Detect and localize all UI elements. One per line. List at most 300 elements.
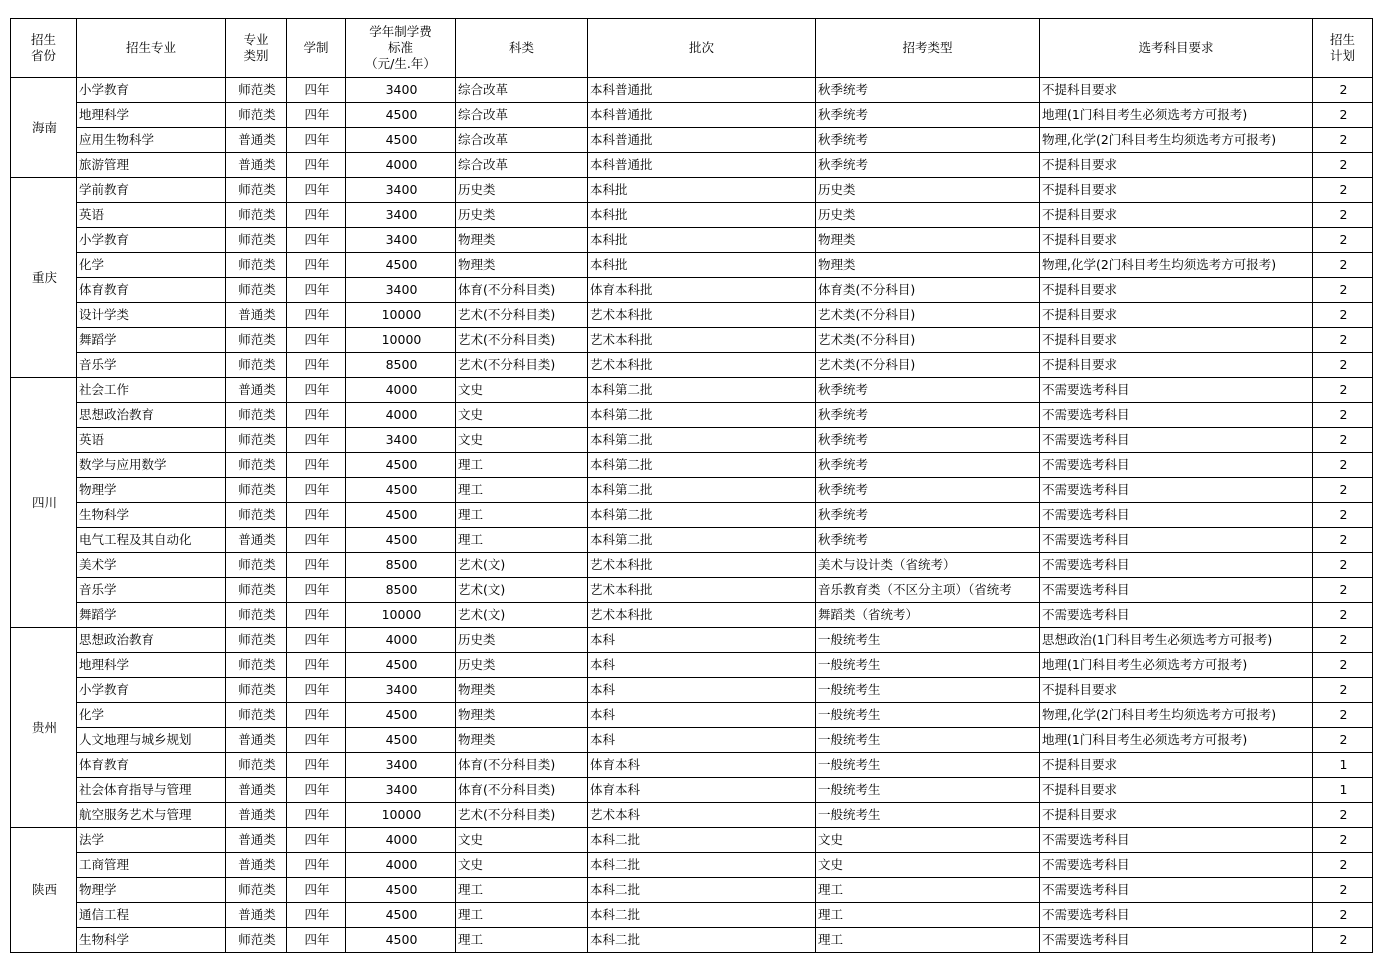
major-cell: 旅游管理 xyxy=(77,153,226,178)
exam-type-cell: 音乐教育类（不区分主项）（省统考 xyxy=(816,578,1040,603)
duration-cell: 四年 xyxy=(287,928,346,953)
major-cell: 英语 xyxy=(77,203,226,228)
header-fee: 学年制学费 标准 （元/生.年） xyxy=(346,19,456,78)
requirement-cell: 不需要选考科目 xyxy=(1040,903,1313,928)
subject-cell: 物理类 xyxy=(456,703,588,728)
fee-cell: 3400 xyxy=(346,178,456,203)
batch-cell: 艺术本科批 xyxy=(588,603,816,628)
plan-cell: 2 xyxy=(1313,903,1373,928)
category-cell: 师范类 xyxy=(226,328,287,353)
requirement-cell: 不需要选考科目 xyxy=(1040,403,1313,428)
plan-cell: 2 xyxy=(1313,353,1373,378)
fee-cell: 4500 xyxy=(346,478,456,503)
category-cell: 普通类 xyxy=(226,778,287,803)
batch-cell: 本科第二批 xyxy=(588,478,816,503)
category-cell: 师范类 xyxy=(226,78,287,103)
major-cell: 航空服务艺术与管理 xyxy=(77,803,226,828)
major-cell: 通信工程 xyxy=(77,903,226,928)
table-row xyxy=(11,453,1373,478)
plan-cell: 2 xyxy=(1313,878,1373,903)
subject-cell: 理工 xyxy=(456,528,588,553)
category-cell: 师范类 xyxy=(226,453,287,478)
batch-cell: 本科第二批 xyxy=(588,403,816,428)
fee-cell: 4500 xyxy=(346,928,456,953)
duration-cell: 四年 xyxy=(287,478,346,503)
subject-cell: 理工 xyxy=(456,453,588,478)
major-cell: 小学教育 xyxy=(77,678,226,703)
exam-type-cell: 一般统考生 xyxy=(816,653,1040,678)
batch-cell: 本科二批 xyxy=(588,878,816,903)
plan-cell: 2 xyxy=(1313,578,1373,603)
batch-cell: 本科第二批 xyxy=(588,428,816,453)
requirement-cell: 不需要选考科目 xyxy=(1040,478,1313,503)
major-cell: 物理学 xyxy=(77,878,226,903)
table-row xyxy=(11,128,1373,153)
table-row xyxy=(11,478,1373,503)
fee-cell: 4000 xyxy=(346,828,456,853)
requirement-cell: 不提科目要求 xyxy=(1040,803,1313,828)
batch-cell: 艺术本科批 xyxy=(588,578,816,603)
requirement-cell: 不需要选考科目 xyxy=(1040,603,1313,628)
table-row xyxy=(11,653,1373,678)
exam-type-cell: 一般统考生 xyxy=(816,778,1040,803)
duration-cell: 四年 xyxy=(287,503,346,528)
category-cell: 普通类 xyxy=(226,803,287,828)
subject-cell: 艺术(不分科目类) xyxy=(456,303,588,328)
exam-type-cell: 秋季统考 xyxy=(816,378,1040,403)
subject-cell: 物理类 xyxy=(456,678,588,703)
major-cell: 应用生物科学 xyxy=(77,128,226,153)
duration-cell: 四年 xyxy=(287,178,346,203)
batch-cell: 艺术本科批 xyxy=(588,303,816,328)
requirement-cell: 不需要选考科目 xyxy=(1040,553,1313,578)
subject-cell: 历史类 xyxy=(456,653,588,678)
exam-type-cell: 秋季统考 xyxy=(816,128,1040,153)
batch-cell: 本科二批 xyxy=(588,928,816,953)
plan-cell: 2 xyxy=(1313,528,1373,553)
plan-cell: 2 xyxy=(1313,303,1373,328)
exam-type-cell: 秋季统考 xyxy=(816,478,1040,503)
requirement-cell: 不需要选考科目 xyxy=(1040,528,1313,553)
fee-cell: 3400 xyxy=(346,228,456,253)
category-cell: 普通类 xyxy=(226,828,287,853)
requirement-cell: 不需要选考科目 xyxy=(1040,503,1313,528)
major-cell: 音乐学 xyxy=(77,578,226,603)
plan-cell: 2 xyxy=(1313,403,1373,428)
fee-cell: 4500 xyxy=(346,103,456,128)
duration-cell: 四年 xyxy=(287,728,346,753)
requirement-cell: 不需要选考科目 xyxy=(1040,928,1313,953)
requirement-cell: 不提科目要求 xyxy=(1040,228,1313,253)
major-cell: 化学 xyxy=(77,703,226,728)
exam-type-cell: 一般统考生 xyxy=(816,703,1040,728)
category-cell: 师范类 xyxy=(226,103,287,128)
fee-cell: 3400 xyxy=(346,203,456,228)
exam-type-cell: 文史 xyxy=(816,853,1040,878)
major-cell: 舞蹈学 xyxy=(77,328,226,353)
table-row xyxy=(11,603,1373,628)
plan-cell: 2 xyxy=(1313,203,1373,228)
batch-cell: 本科批 xyxy=(588,228,816,253)
fee-cell: 3400 xyxy=(346,778,456,803)
fee-cell: 4500 xyxy=(346,503,456,528)
header-exam-type: 招考类型 xyxy=(816,19,1040,78)
fee-cell: 4500 xyxy=(346,728,456,753)
requirement-cell: 物理,化学(2门科目考生均须选考方可报考) xyxy=(1040,703,1313,728)
category-cell: 普通类 xyxy=(226,903,287,928)
fee-cell: 4000 xyxy=(346,378,456,403)
major-cell: 体育教育 xyxy=(77,278,226,303)
duration-cell: 四年 xyxy=(287,203,346,228)
subject-cell: 艺术(文) xyxy=(456,603,588,628)
fee-cell: 8500 xyxy=(346,353,456,378)
duration-cell: 四年 xyxy=(287,778,346,803)
major-cell: 人文地理与城乡规划 xyxy=(77,728,226,753)
category-cell: 师范类 xyxy=(226,653,287,678)
major-cell: 电气工程及其自动化 xyxy=(77,528,226,553)
plan-cell: 2 xyxy=(1313,703,1373,728)
requirement-cell: 不需要选考科目 xyxy=(1040,378,1313,403)
fee-cell: 4500 xyxy=(346,903,456,928)
category-cell: 普通类 xyxy=(226,153,287,178)
subject-cell: 物理类 xyxy=(456,253,588,278)
batch-cell: 本科 xyxy=(588,678,816,703)
requirement-cell: 不提科目要求 xyxy=(1040,753,1313,778)
category-cell: 师范类 xyxy=(226,428,287,453)
requirement-cell: 地理(1门科目考生必须选考方可报考) xyxy=(1040,103,1313,128)
table-row xyxy=(11,678,1373,703)
table-row xyxy=(11,228,1373,253)
category-cell: 普通类 xyxy=(226,728,287,753)
plan-cell: 1 xyxy=(1313,778,1373,803)
subject-cell: 物理类 xyxy=(456,728,588,753)
subject-cell: 艺术(文) xyxy=(456,578,588,603)
exam-type-cell: 理工 xyxy=(816,878,1040,903)
duration-cell: 四年 xyxy=(287,153,346,178)
province-cell: 四川 xyxy=(11,378,77,628)
fee-cell: 3400 xyxy=(346,278,456,303)
header-plan: 招生 计划 xyxy=(1313,19,1373,78)
admission-plan-table xyxy=(10,18,1373,953)
batch-cell: 本科批 xyxy=(588,178,816,203)
plan-cell: 2 xyxy=(1313,478,1373,503)
subject-cell: 文史 xyxy=(456,828,588,853)
requirement-cell: 不需要选考科目 xyxy=(1040,578,1313,603)
batch-cell: 艺术本科批 xyxy=(588,328,816,353)
batch-cell: 本科普通批 xyxy=(588,128,816,153)
table-header xyxy=(11,19,1373,78)
exam-type-cell: 艺术类(不分科目) xyxy=(816,328,1040,353)
province-cell: 重庆 xyxy=(11,178,77,378)
duration-cell: 四年 xyxy=(287,428,346,453)
plan-cell: 2 xyxy=(1313,78,1373,103)
exam-type-cell: 秋季统考 xyxy=(816,453,1040,478)
category-cell: 师范类 xyxy=(226,478,287,503)
duration-cell: 四年 xyxy=(287,903,346,928)
exam-type-cell: 物理类 xyxy=(816,253,1040,278)
header-province: 招生 省份 xyxy=(11,19,77,78)
table-row xyxy=(11,203,1373,228)
category-cell: 师范类 xyxy=(226,603,287,628)
fee-cell: 8500 xyxy=(346,578,456,603)
province-cell: 海南 xyxy=(11,78,77,178)
major-cell: 美术学 xyxy=(77,553,226,578)
category-cell: 普通类 xyxy=(226,378,287,403)
exam-type-cell: 文史 xyxy=(816,828,1040,853)
requirement-cell: 物理,化学(2门科目考生均须选考方可报考) xyxy=(1040,253,1313,278)
major-cell: 工商管理 xyxy=(77,853,226,878)
category-cell: 师范类 xyxy=(226,403,287,428)
exam-type-cell: 体育类(不分科目) xyxy=(816,278,1040,303)
duration-cell: 四年 xyxy=(287,278,346,303)
fee-cell: 4500 xyxy=(346,453,456,478)
plan-cell: 2 xyxy=(1313,503,1373,528)
subject-cell: 文史 xyxy=(456,428,588,453)
fee-cell: 3400 xyxy=(346,78,456,103)
category-cell: 普通类 xyxy=(226,303,287,328)
exam-type-cell: 物理类 xyxy=(816,228,1040,253)
fee-cell: 4000 xyxy=(346,628,456,653)
plan-cell: 1 xyxy=(1313,753,1373,778)
batch-cell: 本科普通批 xyxy=(588,78,816,103)
plan-cell: 2 xyxy=(1313,853,1373,878)
batch-cell: 本科普通批 xyxy=(588,103,816,128)
category-cell: 师范类 xyxy=(226,253,287,278)
batch-cell: 艺术本科 xyxy=(588,803,816,828)
plan-cell: 2 xyxy=(1313,803,1373,828)
table-row xyxy=(11,378,1373,403)
requirement-cell: 不提科目要求 xyxy=(1040,778,1313,803)
duration-cell: 四年 xyxy=(287,78,346,103)
table-row xyxy=(11,78,1373,103)
batch-cell: 本科批 xyxy=(588,253,816,278)
subject-cell: 艺术(不分科目类) xyxy=(456,353,588,378)
major-cell: 思想政治教育 xyxy=(77,628,226,653)
fee-cell: 10000 xyxy=(346,303,456,328)
exam-type-cell: 秋季统考 xyxy=(816,528,1040,553)
category-cell: 师范类 xyxy=(226,753,287,778)
table-row xyxy=(11,878,1373,903)
category-cell: 师范类 xyxy=(226,928,287,953)
table-row xyxy=(11,803,1373,828)
province-cell: 贵州 xyxy=(11,628,77,828)
requirement-cell: 地理(1门科目考生必须选考方可报考) xyxy=(1040,728,1313,753)
subject-cell: 综合改革 xyxy=(456,103,588,128)
table-row xyxy=(11,153,1373,178)
exam-type-cell: 一般统考生 xyxy=(816,803,1040,828)
major-cell: 小学教育 xyxy=(77,78,226,103)
exam-type-cell: 一般统考生 xyxy=(816,678,1040,703)
duration-cell: 四年 xyxy=(287,628,346,653)
table-row xyxy=(11,178,1373,203)
plan-cell: 2 xyxy=(1313,678,1373,703)
table-row xyxy=(11,353,1373,378)
exam-type-cell: 秋季统考 xyxy=(816,103,1040,128)
requirement-cell: 不需要选考科目 xyxy=(1040,853,1313,878)
requirement-cell: 不提科目要求 xyxy=(1040,178,1313,203)
subject-cell: 文史 xyxy=(456,403,588,428)
exam-type-cell: 秋季统考 xyxy=(816,153,1040,178)
major-cell: 思想政治教育 xyxy=(77,403,226,428)
category-cell: 普通类 xyxy=(226,853,287,878)
table-row xyxy=(11,778,1373,803)
batch-cell: 本科 xyxy=(588,628,816,653)
batch-cell: 本科批 xyxy=(588,203,816,228)
batch-cell: 本科 xyxy=(588,653,816,678)
category-cell: 师范类 xyxy=(226,228,287,253)
fee-cell: 10000 xyxy=(346,328,456,353)
table-row xyxy=(11,703,1373,728)
duration-cell: 四年 xyxy=(287,828,346,853)
fee-cell: 10000 xyxy=(346,803,456,828)
major-cell: 物理学 xyxy=(77,478,226,503)
exam-type-cell: 历史类 xyxy=(816,203,1040,228)
plan-cell: 2 xyxy=(1313,278,1373,303)
plan-cell: 2 xyxy=(1313,253,1373,278)
requirement-cell: 思想政治(1门科目考生必须选考方可报考) xyxy=(1040,628,1313,653)
header-category: 专业 类别 xyxy=(226,19,287,78)
batch-cell: 本科二批 xyxy=(588,903,816,928)
table-row xyxy=(11,278,1373,303)
province-cell: 陕西 xyxy=(11,828,77,953)
fee-cell: 8500 xyxy=(346,553,456,578)
duration-cell: 四年 xyxy=(287,753,346,778)
duration-cell: 四年 xyxy=(287,253,346,278)
requirement-cell: 不提科目要求 xyxy=(1040,78,1313,103)
table-row xyxy=(11,103,1373,128)
duration-cell: 四年 xyxy=(287,228,346,253)
exam-type-cell: 一般统考生 xyxy=(816,753,1040,778)
category-cell: 师范类 xyxy=(226,703,287,728)
duration-cell: 四年 xyxy=(287,353,346,378)
requirement-cell: 不提科目要求 xyxy=(1040,353,1313,378)
batch-cell: 体育本科 xyxy=(588,778,816,803)
plan-cell: 2 xyxy=(1313,378,1373,403)
header-subject: 科类 xyxy=(456,19,588,78)
duration-cell: 四年 xyxy=(287,878,346,903)
major-cell: 音乐学 xyxy=(77,353,226,378)
table-row xyxy=(11,403,1373,428)
subject-cell: 文史 xyxy=(456,853,588,878)
table-row xyxy=(11,628,1373,653)
subject-cell: 理工 xyxy=(456,878,588,903)
table-row xyxy=(11,928,1373,953)
batch-cell: 本科普通批 xyxy=(588,153,816,178)
fee-cell: 4000 xyxy=(346,853,456,878)
subject-cell: 理工 xyxy=(456,903,588,928)
requirement-cell: 物理,化学(2门科目考生均须选考方可报考) xyxy=(1040,128,1313,153)
category-cell: 师范类 xyxy=(226,878,287,903)
category-cell: 师范类 xyxy=(226,678,287,703)
batch-cell: 本科二批 xyxy=(588,853,816,878)
duration-cell: 四年 xyxy=(287,378,346,403)
requirement-cell: 不提科目要求 xyxy=(1040,328,1313,353)
header-batch: 批次 xyxy=(588,19,816,78)
major-cell: 社会工作 xyxy=(77,378,226,403)
plan-cell: 2 xyxy=(1313,603,1373,628)
batch-cell: 体育本科批 xyxy=(588,278,816,303)
exam-type-cell: 秋季统考 xyxy=(816,503,1040,528)
plan-cell: 2 xyxy=(1313,103,1373,128)
duration-cell: 四年 xyxy=(287,403,346,428)
subject-cell: 历史类 xyxy=(456,203,588,228)
category-cell: 师范类 xyxy=(226,578,287,603)
fee-cell: 4000 xyxy=(346,153,456,178)
category-cell: 师范类 xyxy=(226,353,287,378)
requirement-cell: 不需要选考科目 xyxy=(1040,453,1313,478)
exam-type-cell: 舞蹈类（省统考） xyxy=(816,603,1040,628)
subject-cell: 理工 xyxy=(456,928,588,953)
batch-cell: 本科二批 xyxy=(588,828,816,853)
table-row xyxy=(11,303,1373,328)
subject-cell: 历史类 xyxy=(456,628,588,653)
requirement-cell: 地理(1门科目考生必须选考方可报考) xyxy=(1040,653,1313,678)
major-cell: 地理科学 xyxy=(77,653,226,678)
plan-cell: 2 xyxy=(1313,453,1373,478)
plan-cell: 2 xyxy=(1313,928,1373,953)
subject-cell: 艺术(不分科目类) xyxy=(456,803,588,828)
table-row xyxy=(11,828,1373,853)
fee-cell: 4500 xyxy=(346,653,456,678)
table-row xyxy=(11,578,1373,603)
fee-cell: 10000 xyxy=(346,603,456,628)
duration-cell: 四年 xyxy=(287,453,346,478)
exam-type-cell: 理工 xyxy=(816,903,1040,928)
exam-type-cell: 历史类 xyxy=(816,178,1040,203)
batch-cell: 本科第二批 xyxy=(588,528,816,553)
exam-type-cell: 一般统考生 xyxy=(816,628,1040,653)
fee-cell: 4500 xyxy=(346,703,456,728)
batch-cell: 体育本科 xyxy=(588,753,816,778)
duration-cell: 四年 xyxy=(287,303,346,328)
plan-cell: 2 xyxy=(1313,153,1373,178)
category-cell: 师范类 xyxy=(226,278,287,303)
duration-cell: 四年 xyxy=(287,528,346,553)
exam-type-cell: 一般统考生 xyxy=(816,728,1040,753)
duration-cell: 四年 xyxy=(287,803,346,828)
fee-cell: 4000 xyxy=(346,403,456,428)
major-cell: 生物科学 xyxy=(77,928,226,953)
fee-cell: 3400 xyxy=(346,678,456,703)
category-cell: 师范类 xyxy=(226,178,287,203)
subject-cell: 理工 xyxy=(456,478,588,503)
subject-cell: 艺术(不分科目类) xyxy=(456,328,588,353)
subject-cell: 物理类 xyxy=(456,228,588,253)
major-cell: 法学 xyxy=(77,828,226,853)
major-cell: 英语 xyxy=(77,428,226,453)
duration-cell: 四年 xyxy=(287,553,346,578)
table-row xyxy=(11,853,1373,878)
plan-cell: 2 xyxy=(1313,228,1373,253)
requirement-cell: 不需要选考科目 xyxy=(1040,878,1313,903)
plan-cell: 2 xyxy=(1313,178,1373,203)
fee-cell: 4500 xyxy=(346,878,456,903)
requirement-cell: 不提科目要求 xyxy=(1040,203,1313,228)
duration-cell: 四年 xyxy=(287,103,346,128)
exam-type-cell: 美术与设计类（省统考） xyxy=(816,553,1040,578)
subject-cell: 体育(不分科目类) xyxy=(456,753,588,778)
major-cell: 学前教育 xyxy=(77,178,226,203)
duration-cell: 四年 xyxy=(287,128,346,153)
duration-cell: 四年 xyxy=(287,853,346,878)
major-cell: 设计学类 xyxy=(77,303,226,328)
major-cell: 生物科学 xyxy=(77,503,226,528)
requirement-cell: 不提科目要求 xyxy=(1040,278,1313,303)
duration-cell: 四年 xyxy=(287,678,346,703)
major-cell: 化学 xyxy=(77,253,226,278)
plan-cell: 2 xyxy=(1313,553,1373,578)
category-cell: 师范类 xyxy=(226,628,287,653)
